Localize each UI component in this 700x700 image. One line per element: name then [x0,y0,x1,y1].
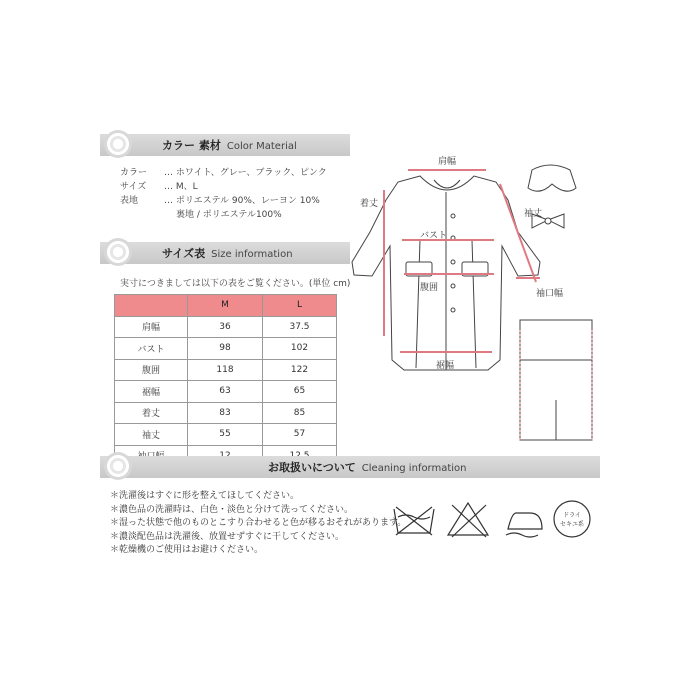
color-material-header [100,134,350,156]
table-row: 肩幅 36 37.5 [115,316,337,338]
size-table [114,294,337,467]
info-row: 裏地 / ポリエステル100% [176,210,282,220]
color-material-title-en: Color Material [226,141,297,152]
table-row: 腹囲 118 122 [115,359,337,381]
label-bust: バスト [420,231,448,241]
label-waist: 腹囲 [420,283,439,293]
info-row: カラー … ホワイト、グレー、ブラック、ピンク [120,168,327,178]
dry-clean-label: ドライ [563,512,581,519]
dry-clean-icon [554,501,590,537]
table-row: 裾幅 63 65 [115,381,337,403]
table-header-row: M L [115,295,337,317]
info-row: 表地 … ポリエステル 90%、レーヨン 10% [120,196,320,206]
size-information-title-en: Size information [211,249,293,260]
cleaning-information-title-en: Cleaning information [361,463,467,474]
color-material-info [120,166,327,222]
cleaning-information-title: お取扱いについて [268,461,356,474]
dry-clean-sublabel: セキユ系 [559,521,585,528]
no-wash-icon [394,507,434,535]
size-information-title: サイズ表 [162,247,206,260]
list-item: ＊洗濯後はすぐに形を整えてほしてください。 [110,491,300,501]
label-cuff: 袖口幅 [536,289,564,299]
size-note: 実寸につきましては以下の表をご覧ください。(単位 cm) [120,279,351,289]
rose-icon [104,238,132,266]
cleaning-information-header [100,456,600,478]
label-shoulder: 肩幅 [438,157,457,167]
iron-icon [506,513,542,537]
no-bleach-icon [448,503,488,537]
color-material-title: カラー 素材 [162,139,221,152]
table-row: 袖丈 55 57 [115,424,337,446]
list-item: ＊乾燥機のご使用はお避けください。 [110,545,264,556]
care-symbols [390,497,600,541]
rose-icon [104,130,132,158]
label-hem: 裾幅 [436,361,455,371]
list-item: ＊湿った状態で他のものとこすり合わせると色が移るおそれがあります。 [110,518,407,529]
collar-icon [528,165,576,191]
rose-icon [104,452,132,480]
garment-measurement-diagram [340,140,600,450]
table-row: バスト 98 102 [115,338,337,360]
info-row: サイズ … M、L [120,182,198,192]
list-item: ＊濃淡配色品は洗濯後、放置せずすぐに干してください。 [110,531,345,542]
label-length: 着丈 [360,199,379,209]
list-item: ＊濃色品の洗濯時は、白色・淡色と分けて洗ってください。 [110,504,354,515]
care-instructions [110,490,406,558]
size-information-header [100,242,350,264]
label-sleeve: 袖丈 [524,209,543,219]
table-row: 着丈 83 85 [115,402,337,424]
